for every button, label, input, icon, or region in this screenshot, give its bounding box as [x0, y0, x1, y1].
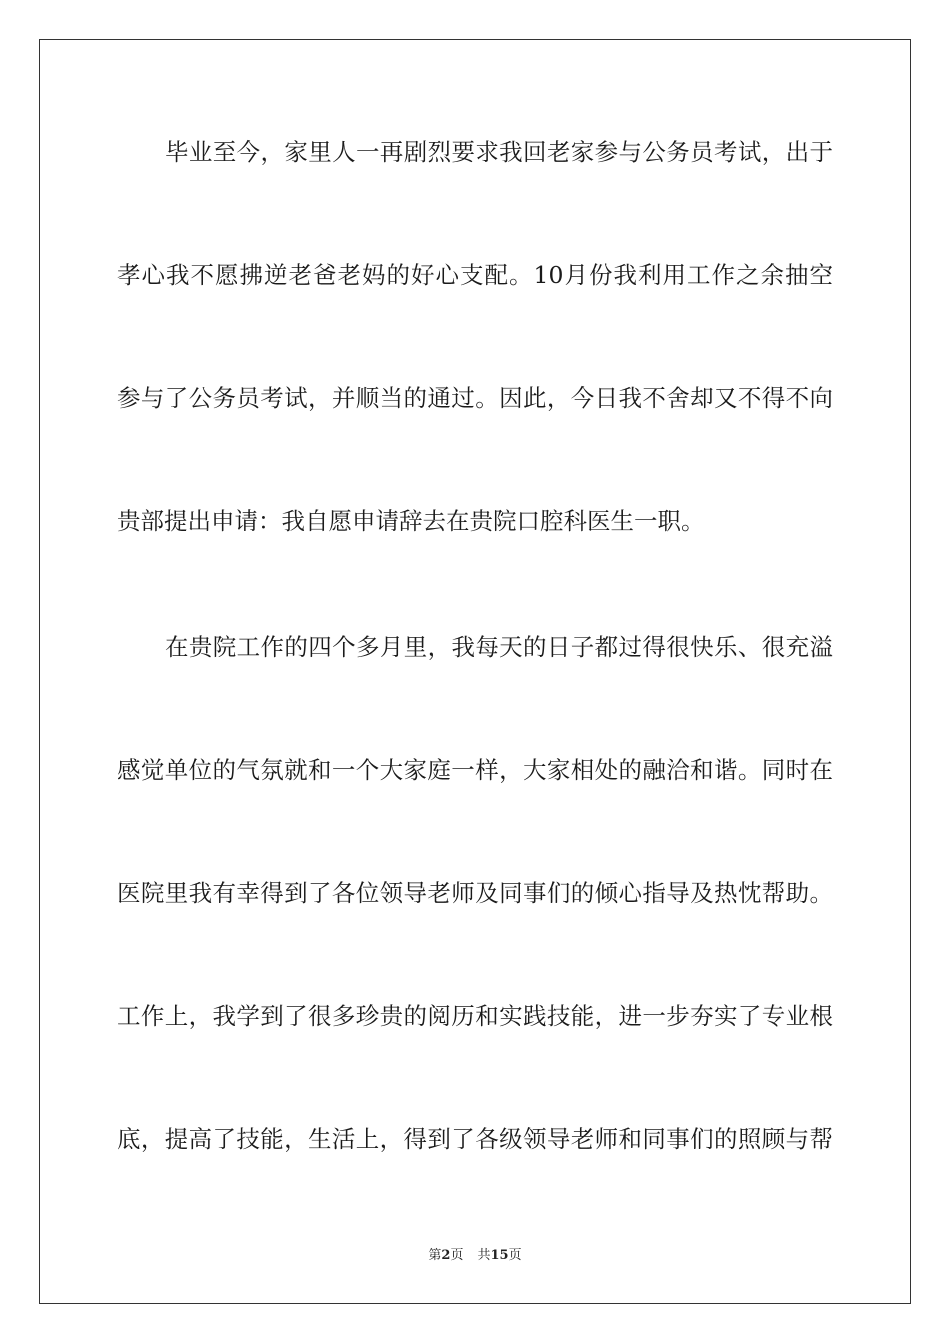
paragraph-1-line-4: 贵部提出申请：我自愿申请辞去在贵院口腔科医生一职。	[117, 507, 705, 535]
total-prefix: 共	[477, 1248, 491, 1263]
page-suffix: 页	[450, 1248, 464, 1263]
paragraph-2-line-1: 在贵院工作的四个多月里，我每天的日子都过得很快乐、很充溢	[165, 633, 833, 661]
page-number: 2	[441, 1248, 451, 1263]
paragraph-1-line-2: 孝心我不愿拂逆老爸老妈的好心支配。10月份我利用工作之余抽空	[117, 261, 833, 289]
page-footer	[0, 1247, 950, 1265]
paragraph-2-line-4: 工作上，我学到了很多珍贵的阅历和实践技能，进一步夯实了专业根	[117, 1002, 833, 1030]
total-pages: 15	[490, 1248, 509, 1263]
page-prefix: 第	[428, 1248, 442, 1263]
paragraph-2-line-5: 底，提高了技能，生活上，得到了各级领导老师和同事们的照顾与帮	[117, 1125, 833, 1153]
paragraph-2-line-2: 感觉单位的气氛就和一个大家庭一样，大家相处的融洽和谐。同时在	[117, 756, 833, 784]
paragraph-1-line-3: 参与了公务员考试，并顺当的通过。因此，今日我不舍却又不得不向	[117, 384, 833, 412]
paragraph-2-line-3: 医院里我有幸得到了各位领导老师及同事们的倾心指导及热忱帮助。	[117, 879, 833, 907]
paragraph-1-line-1: 毕业至今，家里人一再剧烈要求我回老家参与公务员考试，出于	[165, 138, 833, 166]
page-border	[39, 39, 911, 1304]
total-suffix: 页	[508, 1248, 522, 1263]
